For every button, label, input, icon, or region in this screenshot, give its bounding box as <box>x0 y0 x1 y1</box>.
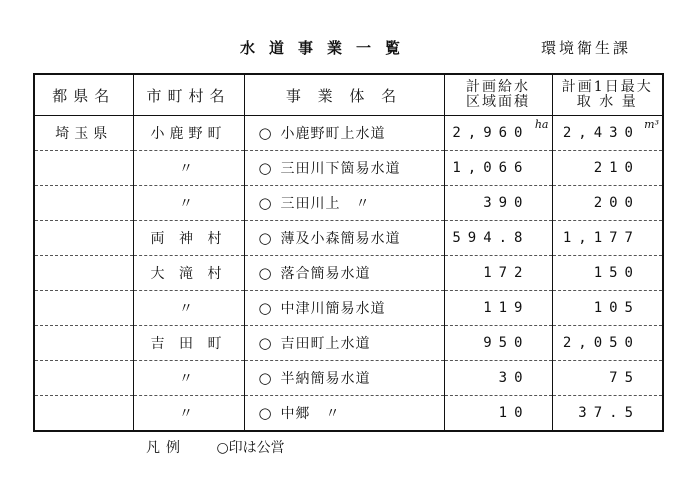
cell-max-intake <box>552 361 663 396</box>
public-circle-icon: ○ <box>258 404 273 422</box>
intake-value: 2,050 <box>562 335 640 351</box>
header-max-intake-line1: 計画1日最大 <box>561 79 653 95</box>
intake-value: 105 <box>593 300 640 316</box>
table-row <box>34 186 663 221</box>
public-circle-icon: ○ <box>258 369 273 387</box>
cell-prefecture <box>34 151 133 186</box>
cell-max-intake <box>552 326 663 361</box>
header-planned-area <box>444 74 552 116</box>
cell-max-intake <box>552 151 663 186</box>
header-business-name: 事 業 体 名 <box>244 74 444 116</box>
area-value: 172 <box>483 265 530 281</box>
public-circle-icon: ○ <box>258 124 273 142</box>
business-name-text: 吉田町上水道 <box>280 336 371 352</box>
cell-business-name <box>244 221 444 256</box>
cell-municipality: 両 神 村 <box>133 221 244 256</box>
cell-business-name <box>244 151 444 186</box>
document-title: 水道事業一覧 <box>240 39 415 57</box>
business-name-text: 小鹿野町上水道 <box>280 126 386 142</box>
cell-planned-area <box>444 151 552 186</box>
cell-business-name <box>244 291 444 326</box>
cell-business-name <box>244 186 444 221</box>
cell-prefecture <box>34 291 133 326</box>
intake-value: 1,177 <box>562 230 640 246</box>
cell-prefecture <box>34 361 133 396</box>
legend <box>146 437 285 457</box>
public-circle-icon: ○ <box>258 334 273 352</box>
business-name-text: 三田川上 〃 <box>280 196 371 212</box>
cell-business-name <box>244 116 444 151</box>
legend-label: 凡例 <box>146 440 186 456</box>
header-max-intake <box>552 74 663 116</box>
table-header-row <box>34 74 663 116</box>
cell-municipality: 〃 <box>133 186 244 221</box>
area-value: 390 <box>483 195 530 211</box>
cell-planned-area <box>444 116 552 151</box>
intake-value: 150 <box>593 265 640 281</box>
cell-planned-area <box>444 361 552 396</box>
table-row <box>34 221 663 256</box>
business-name-text: 薄及小森簡易水道 <box>280 231 401 247</box>
cell-municipality: 〃 <box>133 361 244 396</box>
header-planned-area-line1: 計画給水 <box>466 79 530 95</box>
cell-planned-area <box>444 326 552 361</box>
header-municipality: 市町村名 <box>133 74 244 116</box>
legend-text: ○印は公営 <box>216 440 285 456</box>
area-value: 594.8 <box>452 230 530 246</box>
intake-value: 75 <box>609 370 640 386</box>
header-max-intake-line2: 取 水 量 <box>576 94 638 110</box>
cell-max-intake <box>552 256 663 291</box>
cell-planned-area <box>444 256 552 291</box>
cell-municipality: 〃 <box>133 291 244 326</box>
business-name-text: 中郷 〃 <box>280 406 341 422</box>
cell-municipality: 小鹿野町 <box>133 116 244 151</box>
cell-max-intake <box>552 291 663 326</box>
area-value: 2,960 <box>452 125 530 141</box>
cell-business-name <box>244 326 444 361</box>
public-circle-icon: ○ <box>258 194 273 212</box>
intake-value: 200 <box>593 195 640 211</box>
cell-prefecture: 埼玉県 <box>34 116 133 151</box>
area-value: 119 <box>483 300 530 316</box>
table-row <box>34 116 663 151</box>
business-name-text: 中津川簡易水道 <box>280 301 386 317</box>
cell-planned-area <box>444 291 552 326</box>
cell-municipality: 〃 <box>133 151 244 186</box>
cell-municipality: 〃 <box>133 396 244 432</box>
waterworks-table <box>33 73 664 432</box>
business-name-text: 落合簡易水道 <box>280 266 371 282</box>
table-row <box>34 256 663 291</box>
area-value: 10 <box>498 405 530 421</box>
public-circle-icon: ○ <box>258 264 273 282</box>
public-circle-icon: ○ <box>258 159 273 177</box>
cell-planned-area <box>444 186 552 221</box>
cell-max-intake <box>552 221 663 256</box>
department-name: 環境衛生課 <box>541 39 632 57</box>
cell-prefecture <box>34 326 133 361</box>
cell-prefecture <box>34 396 133 432</box>
cell-max-intake <box>552 116 663 151</box>
cell-business-name <box>244 256 444 291</box>
cell-max-intake <box>552 396 663 432</box>
table-row <box>34 151 663 186</box>
cell-municipality: 吉 田 町 <box>133 326 244 361</box>
intake-value: 210 <box>593 160 640 176</box>
header-planned-area-line2: 区域面積 <box>466 94 530 110</box>
cell-planned-area <box>444 221 552 256</box>
business-name-text: 半納簡易水道 <box>280 371 371 387</box>
intake-value: 2,430 <box>562 125 640 141</box>
header-prefecture: 都県名 <box>34 74 133 116</box>
cell-max-intake <box>552 186 663 221</box>
area-value: 30 <box>498 370 530 386</box>
intake-value: 37.5 <box>578 405 640 421</box>
unit-hectare: ha <box>534 118 549 131</box>
table-row <box>34 396 663 432</box>
area-value: 1,066 <box>452 160 530 176</box>
business-name-text: 三田川下箇易水道 <box>280 161 401 177</box>
table-row <box>34 291 663 326</box>
area-value: 950 <box>483 335 530 351</box>
cell-business-name <box>244 361 444 396</box>
cell-prefecture <box>34 221 133 256</box>
cell-prefecture <box>34 186 133 221</box>
cell-prefecture <box>34 256 133 291</box>
cell-business-name <box>244 396 444 432</box>
public-circle-icon: ○ <box>258 229 273 247</box>
cell-planned-area <box>444 396 552 432</box>
unit-cubic-meter: m³ <box>644 118 659 131</box>
table-row <box>34 326 663 361</box>
public-circle-icon: ○ <box>258 299 273 317</box>
table-row <box>34 361 663 396</box>
cell-municipality: 大 滝 村 <box>133 256 244 291</box>
